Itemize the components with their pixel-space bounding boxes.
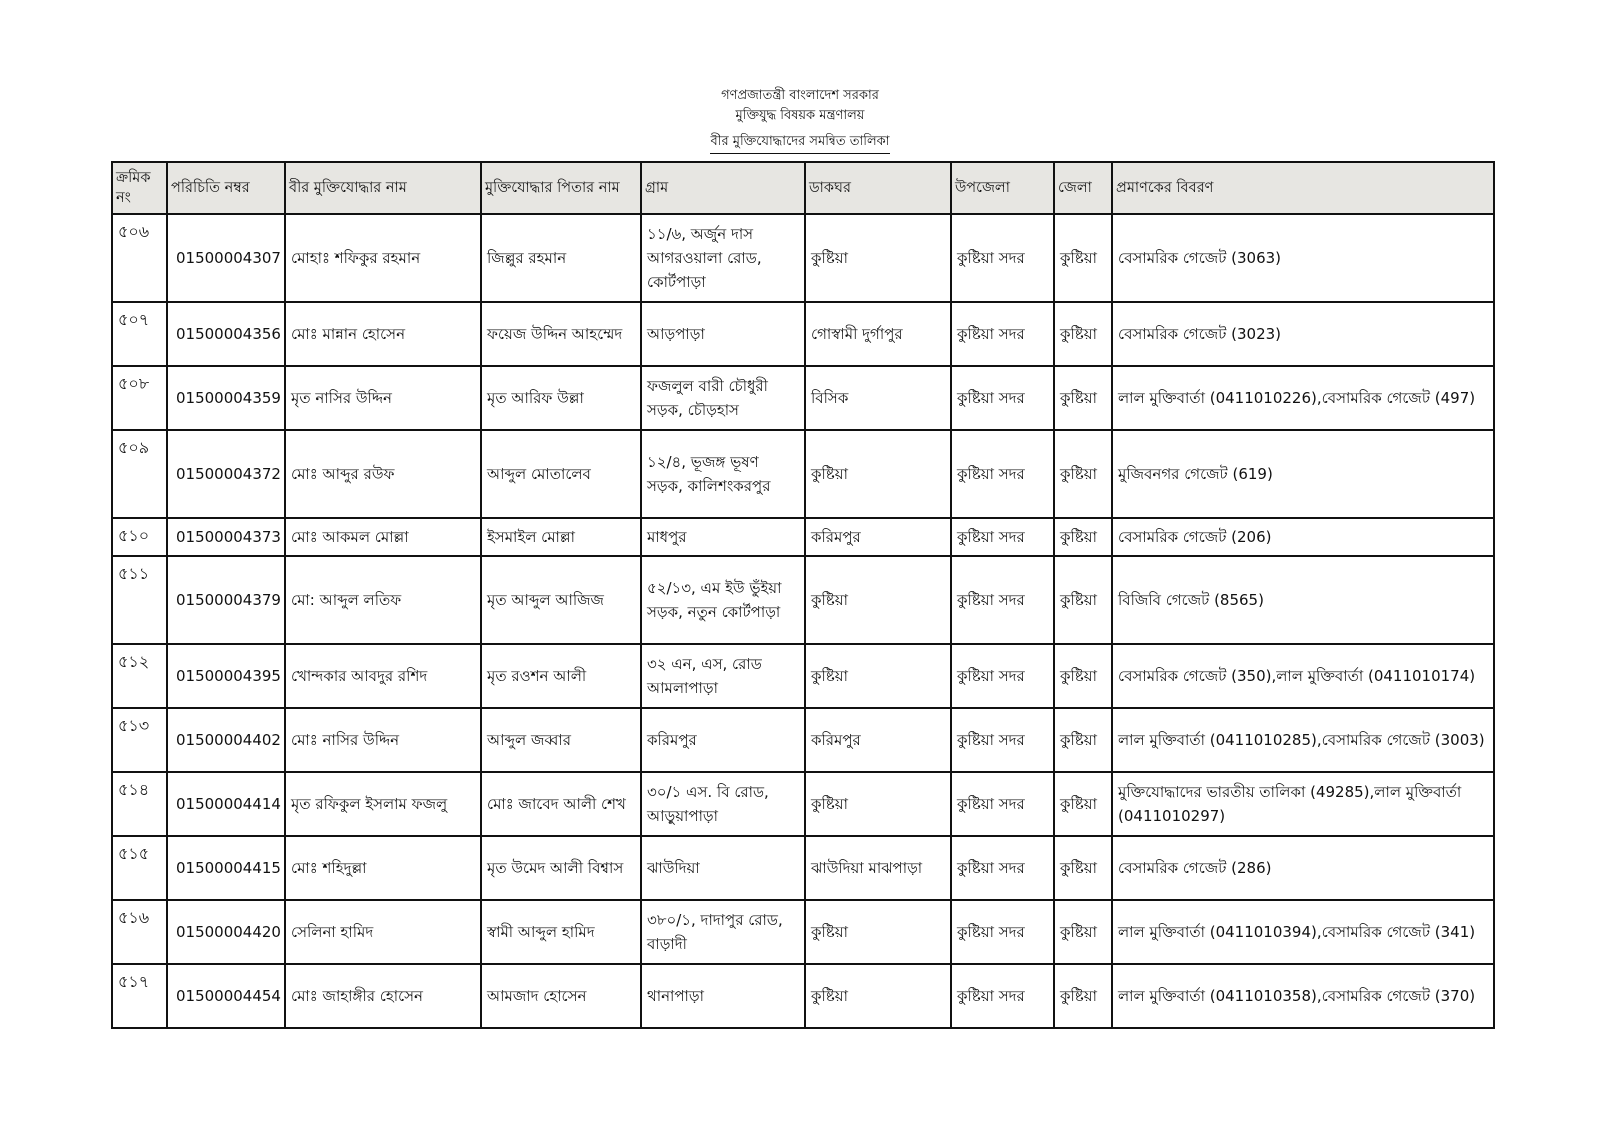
serial-number-cell: ৫১৭ — [112, 964, 167, 1028]
government-name: গণপ্রজাতন্ত্রী বাংলাদেশ সরকার — [721, 88, 879, 103]
list-title: বীর মুক্তিযোদ্ধাদের সমন্বিত তালিকা — [710, 132, 889, 154]
upazila-cell: কুষ্টিয়া সদর — [951, 518, 1054, 556]
col-header-village: গ্রাম — [641, 162, 805, 214]
table-row — [112, 836, 1494, 900]
father-name-cell: মৃত আব্দুল আজিজ — [481, 556, 641, 644]
col-header-proof: প্রমাণকের বিবরণ — [1112, 162, 1494, 214]
district-cell: কুষ্টিয়া — [1054, 214, 1112, 302]
post-office-cell: বিসিক — [805, 366, 951, 430]
proof-description-cell: লাল মুক্তিবার্তা (0411010226),বেসামরিক গেজেট (497) — [1112, 366, 1494, 430]
proof-description-cell: মুজিবনগর গেজেট (619) — [1112, 430, 1494, 518]
table-header — [112, 162, 1494, 214]
upazila-cell: কুষ্টিয়া সদর — [951, 708, 1054, 772]
identity-number-cell: 01500004379 — [167, 556, 285, 644]
identity-number-cell: 01500004415 — [167, 836, 285, 900]
post-office-cell: কুষ্টিয়া — [805, 964, 951, 1028]
identity-number-cell: 01500004356 — [167, 302, 285, 366]
district-cell: কুষ্টিয়া — [1054, 964, 1112, 1028]
proof-description-cell: লাল মুক্তিবার্তা (0411010394),বেসামরিক গেজেট (341) — [1112, 900, 1494, 964]
freedom-fighter-name-cell: মৃত রফিকুল ইসলাম ফজলু — [285, 772, 481, 836]
serial-number-cell: ৫০৯ — [112, 430, 167, 518]
table-row — [112, 772, 1494, 836]
freedom-fighters-table-wrap — [111, 161, 1493, 1029]
proof-description-cell: বেসামরিক গেজেট (286) — [1112, 836, 1494, 900]
father-name-cell: মৃত রওশন আলী — [481, 644, 641, 708]
village-cell: আড়পাড়া — [641, 302, 805, 366]
district-cell: কুষ্টিয়া — [1054, 430, 1112, 518]
father-name-cell: ফয়েজ উদ্দিন আহম্মেদ — [481, 302, 641, 366]
upazila-cell: কুষ্টিয়া সদর — [951, 772, 1054, 836]
freedom-fighters-table — [111, 161, 1495, 1029]
father-name-cell: স্বামী আব্দুল হামিদ — [481, 900, 641, 964]
village-cell: ৩২ এন, এস, রোড আমলাপাড়া — [641, 644, 805, 708]
father-name-cell: জিল্লুর রহমান — [481, 214, 641, 302]
identity-number-cell: 01500004359 — [167, 366, 285, 430]
village-cell: ১২/৪, ভূজঙ্গ ভূষণ সড়ক, কালিশংকরপুর — [641, 430, 805, 518]
table-row — [112, 430, 1494, 518]
table-row — [112, 900, 1494, 964]
serial-number-cell: ৫১৩ — [112, 708, 167, 772]
father-name-cell: মোঃ জাবেদ আলী শেখ — [481, 772, 641, 836]
post-office-cell: কুষ্টিয়া — [805, 430, 951, 518]
col-header-upazila: উপজেলা — [951, 162, 1054, 214]
post-office-cell: করিমপুর — [805, 518, 951, 556]
village-cell: ঝাউদিয়া — [641, 836, 805, 900]
col-header-post-office: ডাকঘর — [805, 162, 951, 214]
serial-number-cell: ৫০৭ — [112, 302, 167, 366]
proof-description-cell: বেসামরিক গেজেট (206) — [1112, 518, 1494, 556]
upazila-cell: কুষ্টিয়া সদর — [951, 836, 1054, 900]
freedom-fighter-name-cell: মোঃ আব্দুর রউফ — [285, 430, 481, 518]
freedom-fighter-name-cell: মো: আব্দুল লতিফ — [285, 556, 481, 644]
table-row — [112, 302, 1494, 366]
identity-number-cell: 01500004414 — [167, 772, 285, 836]
table-row — [112, 366, 1494, 430]
post-office-cell: কুষ্টিয়া — [805, 556, 951, 644]
post-office-cell: কুষ্টিয়া — [805, 214, 951, 302]
identity-number-cell: 01500004373 — [167, 518, 285, 556]
post-office-cell: কুষ্টিয়া — [805, 644, 951, 708]
table-row — [112, 518, 1494, 556]
header-row — [112, 162, 1494, 214]
post-office-cell: কুষ্টিয়া — [805, 900, 951, 964]
col-header-id: পরিচিতি নম্বর — [167, 162, 285, 214]
serial-number-cell: ৫১৪ — [112, 772, 167, 836]
upazila-cell: কুষ্টিয়া সদর — [951, 430, 1054, 518]
post-office-cell: ঝাউদিয়া মাঝপাড়া — [805, 836, 951, 900]
col-header-serial: ক্রমিক নং — [112, 162, 167, 214]
father-name-cell: ইসমাইল মোল্লা — [481, 518, 641, 556]
upazila-cell: কুষ্টিয়া সদর — [951, 556, 1054, 644]
village-cell: ১১/৬, অর্জুন দাস আগরওয়ালা রোড, কোর্টপাড়া — [641, 214, 805, 302]
freedom-fighter-name-cell: মোঃ আকমল মোল্লা — [285, 518, 481, 556]
district-cell: কুষ্টিয়া — [1054, 836, 1112, 900]
village-cell: থানাপাড়া — [641, 964, 805, 1028]
serial-number-cell: ৫১০ — [112, 518, 167, 556]
serial-number-cell: ৫১২ — [112, 644, 167, 708]
table-row — [112, 214, 1494, 302]
col-header-name: বীর মুক্তিযোদ্ধার নাম — [285, 162, 481, 214]
post-office-cell: করিমপুর — [805, 708, 951, 772]
proof-description-cell: বেসামরিক গেজেট (350),লাল মুক্তিবার্তা (0411010174) — [1112, 644, 1494, 708]
village-cell: মাধপুর — [641, 518, 805, 556]
freedom-fighter-name-cell: সেলিনা হামিদ — [285, 900, 481, 964]
col-header-district: জেলা — [1054, 162, 1112, 214]
freedom-fighter-name-cell: মোহাঃ শফিকুর রহমান — [285, 214, 481, 302]
serial-number-cell: ৫০৮ — [112, 366, 167, 430]
table-row — [112, 556, 1494, 644]
post-office-cell: গোস্বামী দুর্গাপুর — [805, 302, 951, 366]
serial-number-cell: ৫০৬ — [112, 214, 167, 302]
proof-description-cell: লাল মুক্তিবার্তা (0411010285),বেসামরিক গেজেট (3003) — [1112, 708, 1494, 772]
upazila-cell: কুষ্টিয়া সদর — [951, 214, 1054, 302]
district-cell: কুষ্টিয়া — [1054, 772, 1112, 836]
district-cell: কুষ্টিয়া — [1054, 556, 1112, 644]
upazila-cell: কুষ্টিয়া সদর — [951, 900, 1054, 964]
freedom-fighter-name-cell: মোঃ নাসির উদ্দিন — [285, 708, 481, 772]
page-header — [0, 86, 1600, 154]
identity-number-cell: 01500004395 — [167, 644, 285, 708]
identity-number-cell: 01500004307 — [167, 214, 285, 302]
father-name-cell: আব্দুল মোতালেব — [481, 430, 641, 518]
freedom-fighter-name-cell: মোঃ মান্নান হোসেন — [285, 302, 481, 366]
village-cell: ৩০/১ এস. বি রোড, আড়ুয়াপাড়া — [641, 772, 805, 836]
district-cell: কুষ্টিয়া — [1054, 900, 1112, 964]
serial-number-cell: ৫১১ — [112, 556, 167, 644]
col-header-father: মুক্তিযোদ্ধার পিতার নাম — [481, 162, 641, 214]
upazila-cell: কুষ্টিয়া সদর — [951, 366, 1054, 430]
table-row — [112, 708, 1494, 772]
serial-number-cell: ৫১৬ — [112, 900, 167, 964]
village-cell: ৫২/১৩, এম ইউ ভুঁইয়া সড়ক, নতুন কোর্টপাড়া — [641, 556, 805, 644]
identity-number-cell: 01500004420 — [167, 900, 285, 964]
proof-description-cell: লাল মুক্তিবার্তা (0411010358),বেসামরিক গেজেট (370) — [1112, 964, 1494, 1028]
freedom-fighter-name-cell: খোন্দকার আবদুর রশিদ — [285, 644, 481, 708]
proof-description-cell: বেসামরিক গেজেট (3063) — [1112, 214, 1494, 302]
freedom-fighter-name-cell: মৃত নাসির উদ্দিন — [285, 366, 481, 430]
father-name-cell: আব্দুল জব্বার — [481, 708, 641, 772]
proof-description-cell: মুক্তিযোদ্ধাদের ভারতীয় তালিকা (49285),লাল মুক্তিবার্তা (0411010297) — [1112, 772, 1494, 836]
father-name-cell: মৃত আরিফ উল্লা — [481, 366, 641, 430]
village-cell: করিমপুর — [641, 708, 805, 772]
identity-number-cell: 01500004372 — [167, 430, 285, 518]
proof-description-cell: বেসামরিক গেজেট (3023) — [1112, 302, 1494, 366]
village-cell: ৩৮০/১, দাদাপুর রোড, বাড়াদী — [641, 900, 805, 964]
freedom-fighter-name-cell: মোঃ জাহাঙ্গীর হোসেন — [285, 964, 481, 1028]
identity-number-cell: 01500004454 — [167, 964, 285, 1028]
district-cell: কুষ্টিয়া — [1054, 708, 1112, 772]
upazila-cell: কুষ্টিয়া সদর — [951, 964, 1054, 1028]
district-cell: কুষ্টিয়া — [1054, 644, 1112, 708]
ministry-name: মুক্তিযুদ্ধ বিষয়ক মন্ত্রণালয় — [735, 108, 865, 123]
table-row — [112, 964, 1494, 1028]
district-cell: কুষ্টিয়া — [1054, 366, 1112, 430]
post-office-cell: কুষ্টিয়া — [805, 772, 951, 836]
upazila-cell: কুষ্টিয়া সদর — [951, 644, 1054, 708]
freedom-fighter-name-cell: মোঃ শহিদুল্লা — [285, 836, 481, 900]
serial-number-cell: ৫১৫ — [112, 836, 167, 900]
identity-number-cell: 01500004402 — [167, 708, 285, 772]
upazila-cell: কুষ্টিয়া সদর — [951, 302, 1054, 366]
table-body — [112, 214, 1494, 1028]
district-cell: কুষ্টিয়া — [1054, 518, 1112, 556]
table-row — [112, 644, 1494, 708]
proof-description-cell: বিজিবি গেজেট (8565) — [1112, 556, 1494, 644]
father-name-cell: মৃত উমেদ আলী বিশ্বাস — [481, 836, 641, 900]
father-name-cell: আমজাদ হোসেন — [481, 964, 641, 1028]
district-cell: কুষ্টিয়া — [1054, 302, 1112, 366]
village-cell: ফজলুল বারী চৌধুরী সড়ক, চৌড়হাস — [641, 366, 805, 430]
